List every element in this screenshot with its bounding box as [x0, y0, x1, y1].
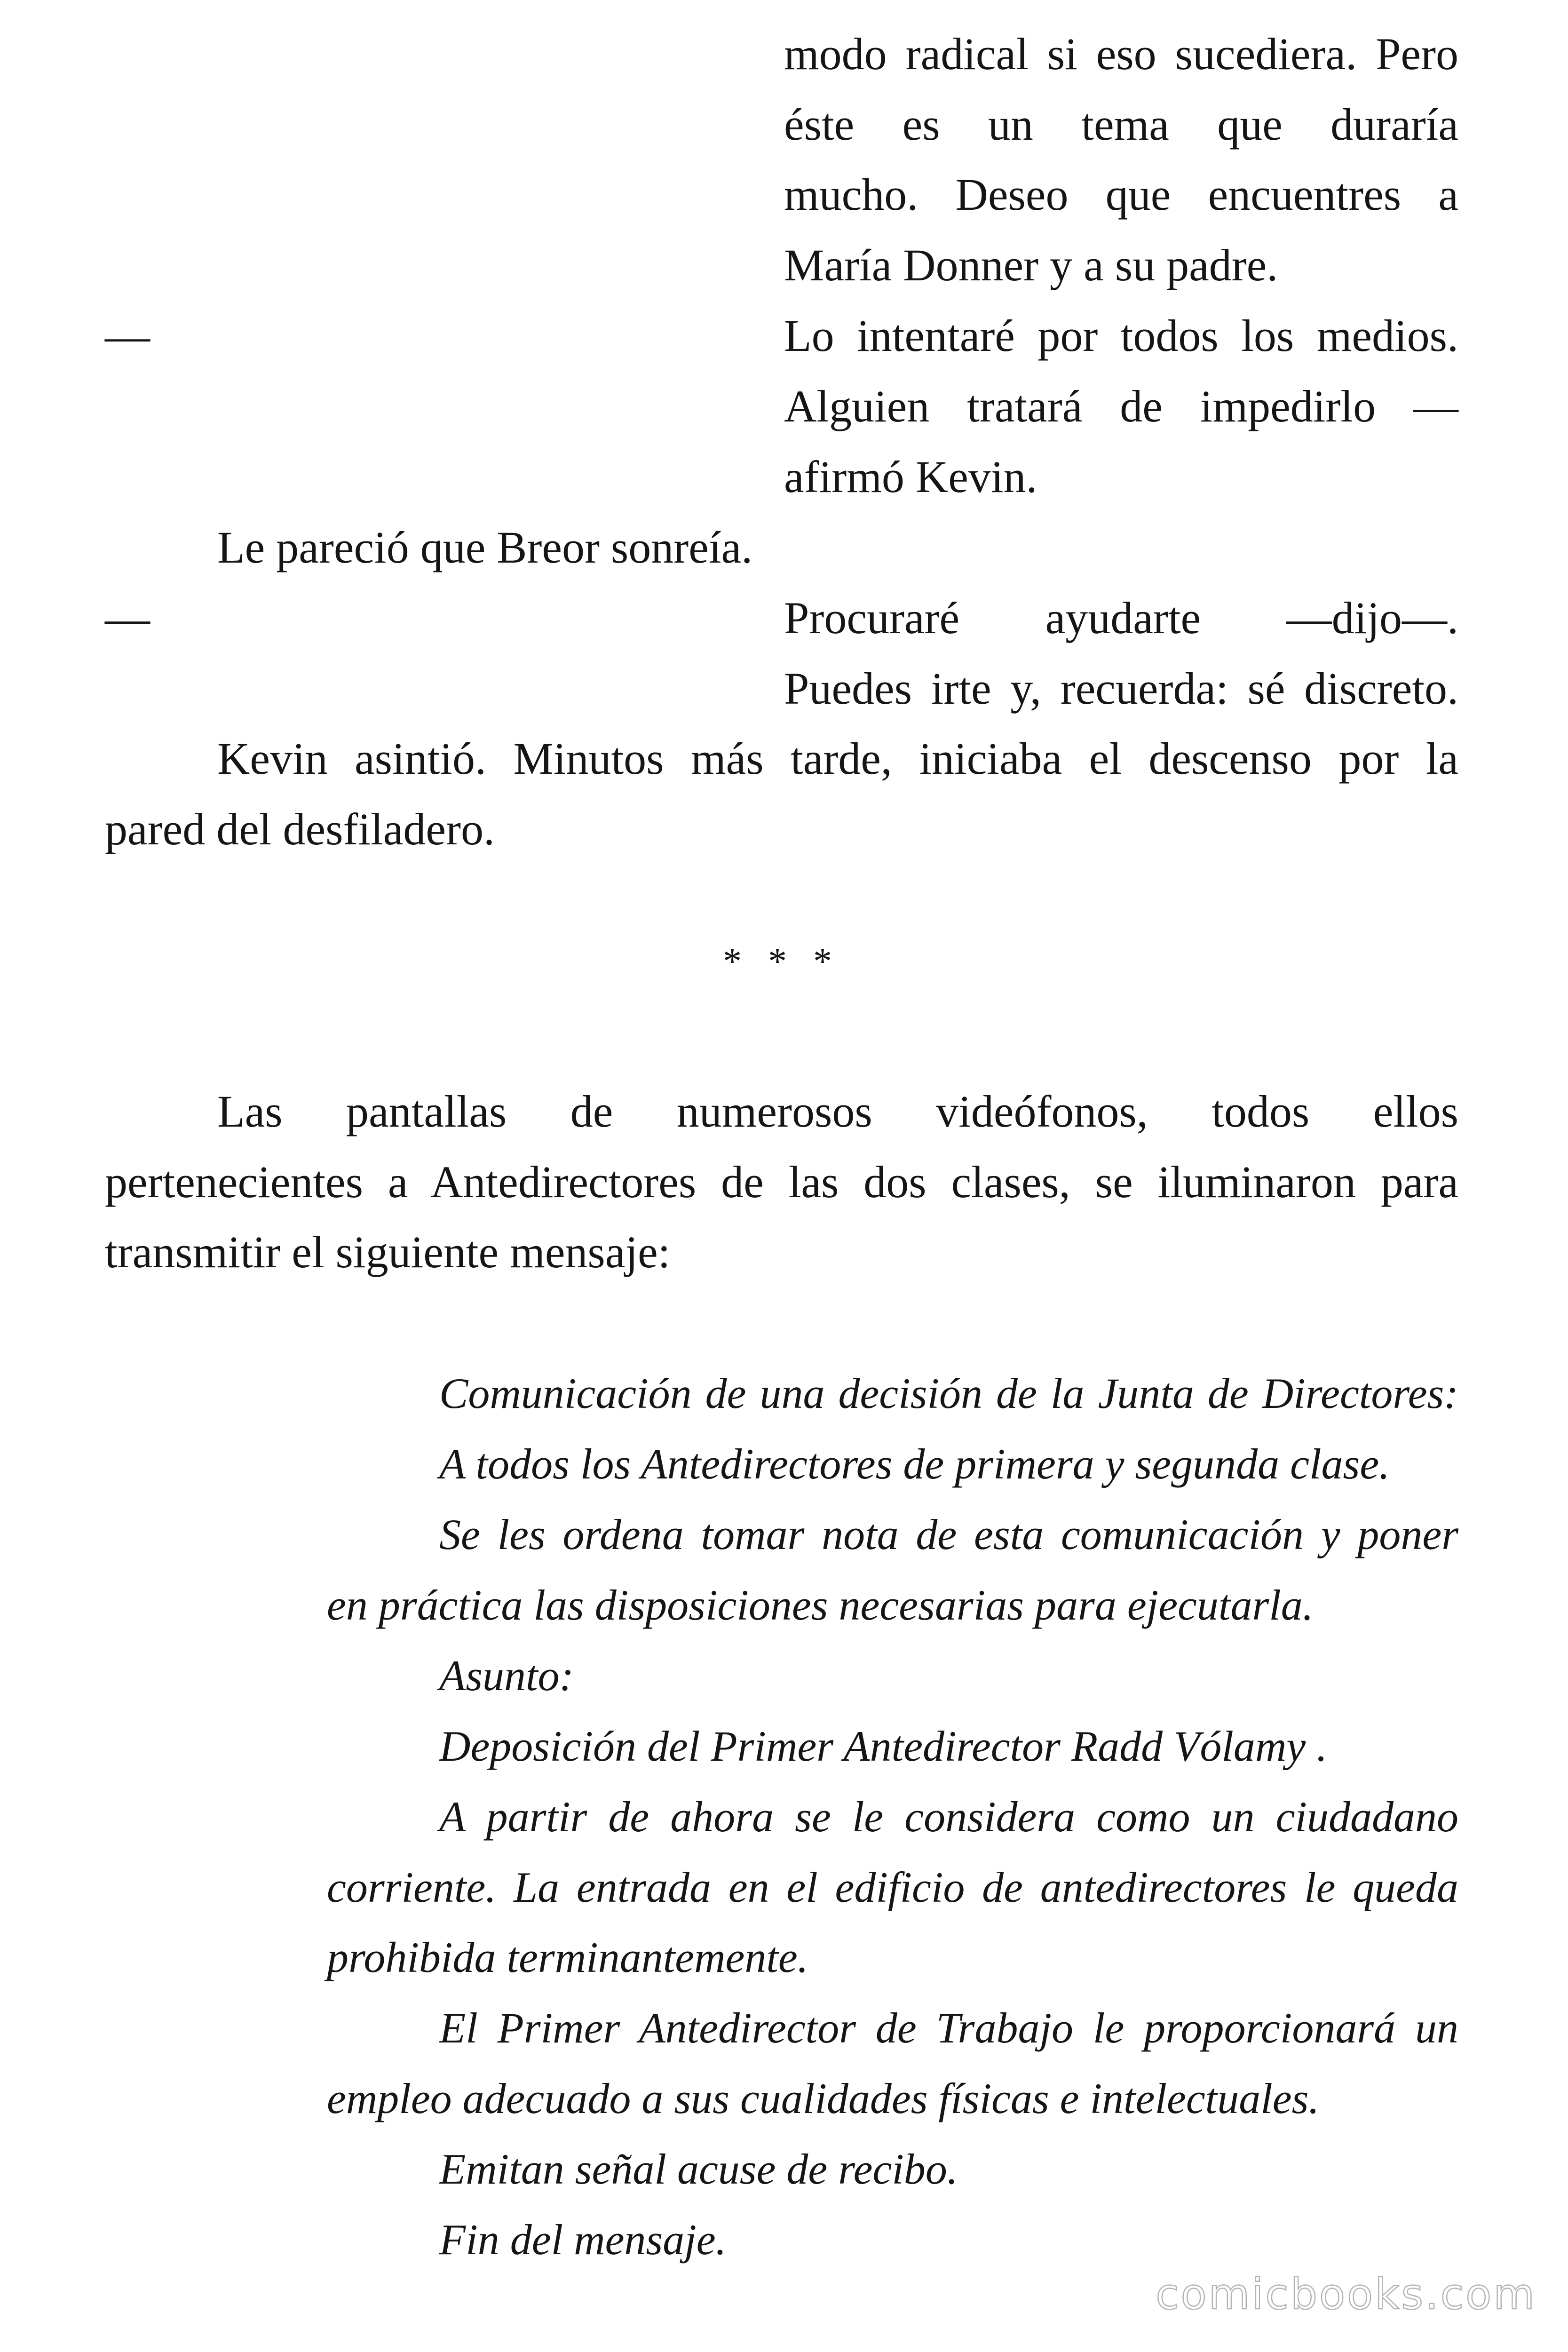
message-line: A todos los Antedirectores de primera y segunda clase.	[439, 1440, 1390, 1488]
dialogue-line: Procuraré ayudarte —dijo—.	[784, 593, 1458, 643]
dialogue-line: éste es un tema que duraría	[784, 99, 1458, 150]
message-line: corriente. La entrada en el edificio de antedirectores le queda	[327, 1863, 1458, 1911]
watermark: comicbooks.com	[1156, 2270, 1536, 2319]
dialogue-line: Alguien tratará de impedirlo —	[784, 381, 1458, 431]
message-line: Asunto:	[439, 1652, 574, 1700]
message-line: prohibida terminantemente.	[327, 1933, 808, 1981]
narration-line: pared del desfiladero.	[105, 804, 495, 854]
dialogue-dash: —	[105, 593, 150, 643]
message-line: El Primer Antedirector de Trabajo le proporcionará un	[439, 2004, 1458, 2052]
message-line: Deposición del Primer Antedirector Radd Vólamy .	[439, 1722, 1328, 1770]
narration-line: Le pareció que Breor sonreía.	[217, 522, 753, 572]
dialogue-line: Lo intentaré por todos los medios.	[784, 310, 1458, 361]
dialogue-dash: —	[105, 310, 150, 361]
scene-break: * * *	[723, 941, 840, 982]
message-line: Fin del mensaje.	[439, 2216, 727, 2264]
dialogue-line: Puedes irte y, recuerda: sé discreto.	[784, 663, 1458, 714]
message-line: Comunicación de una decisión de la Junta de Directores:	[439, 1369, 1458, 1417]
message-line: A partir de ahora se le considera como un ciudadano	[439, 1793, 1458, 1841]
narration-line: Las pantallas de numerosos videófonos, todos ellos	[217, 1086, 1458, 1136]
dialogue-line: afirmó Kevin.	[784, 452, 1037, 502]
narration-line: Kevin asintió. Minutos más tarde, iniciaba el descenso por la	[217, 733, 1458, 784]
message-line: en práctica las disposiciones necesarias para ejecutarla.	[327, 1581, 1314, 1629]
narration-line: transmitir el siguiente mensaje:	[105, 1227, 671, 1277]
message-line: empleo adecuado a sus cualidades físicas e intelectuales.	[327, 2074, 1320, 2122]
message-line: Emitan señal acuse de recibo.	[439, 2145, 958, 2193]
narration-line: pertenecientes a Antedirectores de las dos clases, se iluminaron para	[105, 1157, 1458, 1207]
message-line: Se les ordena tomar nota de esta comunicación y poner	[439, 1510, 1458, 1558]
dialogue-line: mucho. Deseo que encuentres a	[784, 169, 1458, 220]
dialogue-line: modo radical si eso sucediera. Pero	[784, 29, 1458, 79]
dialogue-line: María Donner y a su padre.	[784, 240, 1278, 290]
